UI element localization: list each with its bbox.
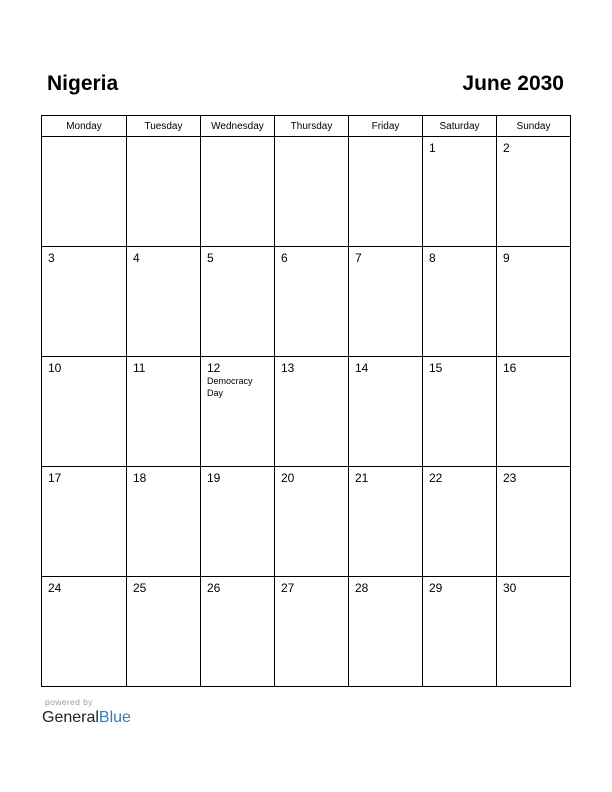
day-cell	[201, 247, 275, 357]
week-row-4	[42, 467, 571, 577]
day-number: 28	[355, 581, 369, 595]
day-number: 8	[429, 251, 436, 265]
day-cell	[201, 467, 275, 577]
day-cell	[42, 467, 127, 577]
day-number: 22	[429, 471, 443, 485]
day-cell	[42, 577, 127, 687]
day-cell	[275, 577, 349, 687]
day-cell	[497, 357, 571, 467]
day-cell	[423, 137, 497, 247]
weekday-wednesday: Wednesday	[201, 116, 275, 137]
day-number: 16	[503, 361, 517, 375]
day-number: 17	[48, 471, 62, 485]
day-cell	[127, 577, 201, 687]
day-number: 9	[503, 251, 510, 265]
weekday-tuesday: Tuesday	[127, 116, 201, 137]
day-cell-empty	[127, 137, 201, 247]
day-number: 1	[429, 141, 436, 155]
day-cell	[497, 137, 571, 247]
day-cell	[127, 467, 201, 577]
day-cell	[349, 357, 423, 467]
weekday-thursday: Thursday	[275, 116, 349, 137]
day-number: 14	[355, 361, 369, 375]
day-cell	[201, 577, 275, 687]
day-number: 24	[48, 581, 62, 595]
day-number: 7	[355, 251, 362, 265]
day-cell	[349, 467, 423, 577]
day-number: 12	[207, 361, 221, 375]
day-cell	[423, 357, 497, 467]
day-number: 21	[355, 471, 369, 485]
week-row-5	[42, 577, 571, 687]
day-number: 25	[133, 581, 147, 595]
powered-by-text: powered by	[45, 697, 93, 707]
day-cell	[423, 247, 497, 357]
day-cell	[201, 357, 275, 467]
brand-blue: Blue	[98, 709, 131, 726]
weekday-monday: Monday	[42, 116, 127, 137]
day-number: 23	[503, 471, 517, 485]
day-cell	[42, 247, 127, 357]
day-number: 6	[281, 251, 288, 265]
weekday-saturday: Saturday	[423, 116, 497, 137]
day-cell	[423, 577, 497, 687]
week-row-3	[42, 357, 571, 467]
day-cell	[127, 357, 201, 467]
calendar-grid	[41, 115, 571, 687]
day-cell-empty	[275, 137, 349, 247]
brand-general: General	[42, 709, 99, 726]
month-year-title: June 2030	[462, 72, 564, 95]
day-cell	[275, 357, 349, 467]
day-cell	[275, 247, 349, 357]
week-row-1	[42, 137, 571, 247]
day-cell	[497, 577, 571, 687]
day-number: 2	[503, 141, 510, 155]
day-number: 19	[207, 471, 221, 485]
holiday-label: Democracy Day	[207, 376, 253, 398]
day-cell	[349, 577, 423, 687]
day-cell	[497, 247, 571, 357]
day-number: 10	[48, 361, 62, 375]
generalblue-logo[interactable]	[42, 708, 131, 728]
day-cell	[275, 467, 349, 577]
weekday-sunday: Sunday	[497, 116, 571, 137]
day-number: 20	[281, 471, 295, 485]
country-title: Nigeria	[47, 72, 119, 95]
day-cell	[349, 247, 423, 357]
weekday-friday: Friday	[349, 116, 423, 137]
day-number: 29	[429, 581, 443, 595]
day-number: 11	[133, 361, 146, 375]
day-cell-empty	[349, 137, 423, 247]
day-number: 26	[207, 581, 221, 595]
day-number: 13	[281, 361, 295, 375]
day-number: 30	[503, 581, 517, 595]
day-number: 3	[48, 251, 55, 265]
day-number: 5	[207, 251, 214, 265]
weekday-header-row	[42, 116, 571, 137]
week-row-2	[42, 247, 571, 357]
day-number: 4	[133, 251, 140, 265]
day-cell	[127, 247, 201, 357]
day-cell-empty	[42, 137, 127, 247]
day-cell	[42, 357, 127, 467]
day-number: 18	[133, 471, 147, 485]
day-number: 27	[281, 581, 295, 595]
day-cell	[497, 467, 571, 577]
day-number: 15	[429, 361, 443, 375]
day-cell-empty	[201, 137, 275, 247]
day-cell	[423, 467, 497, 577]
